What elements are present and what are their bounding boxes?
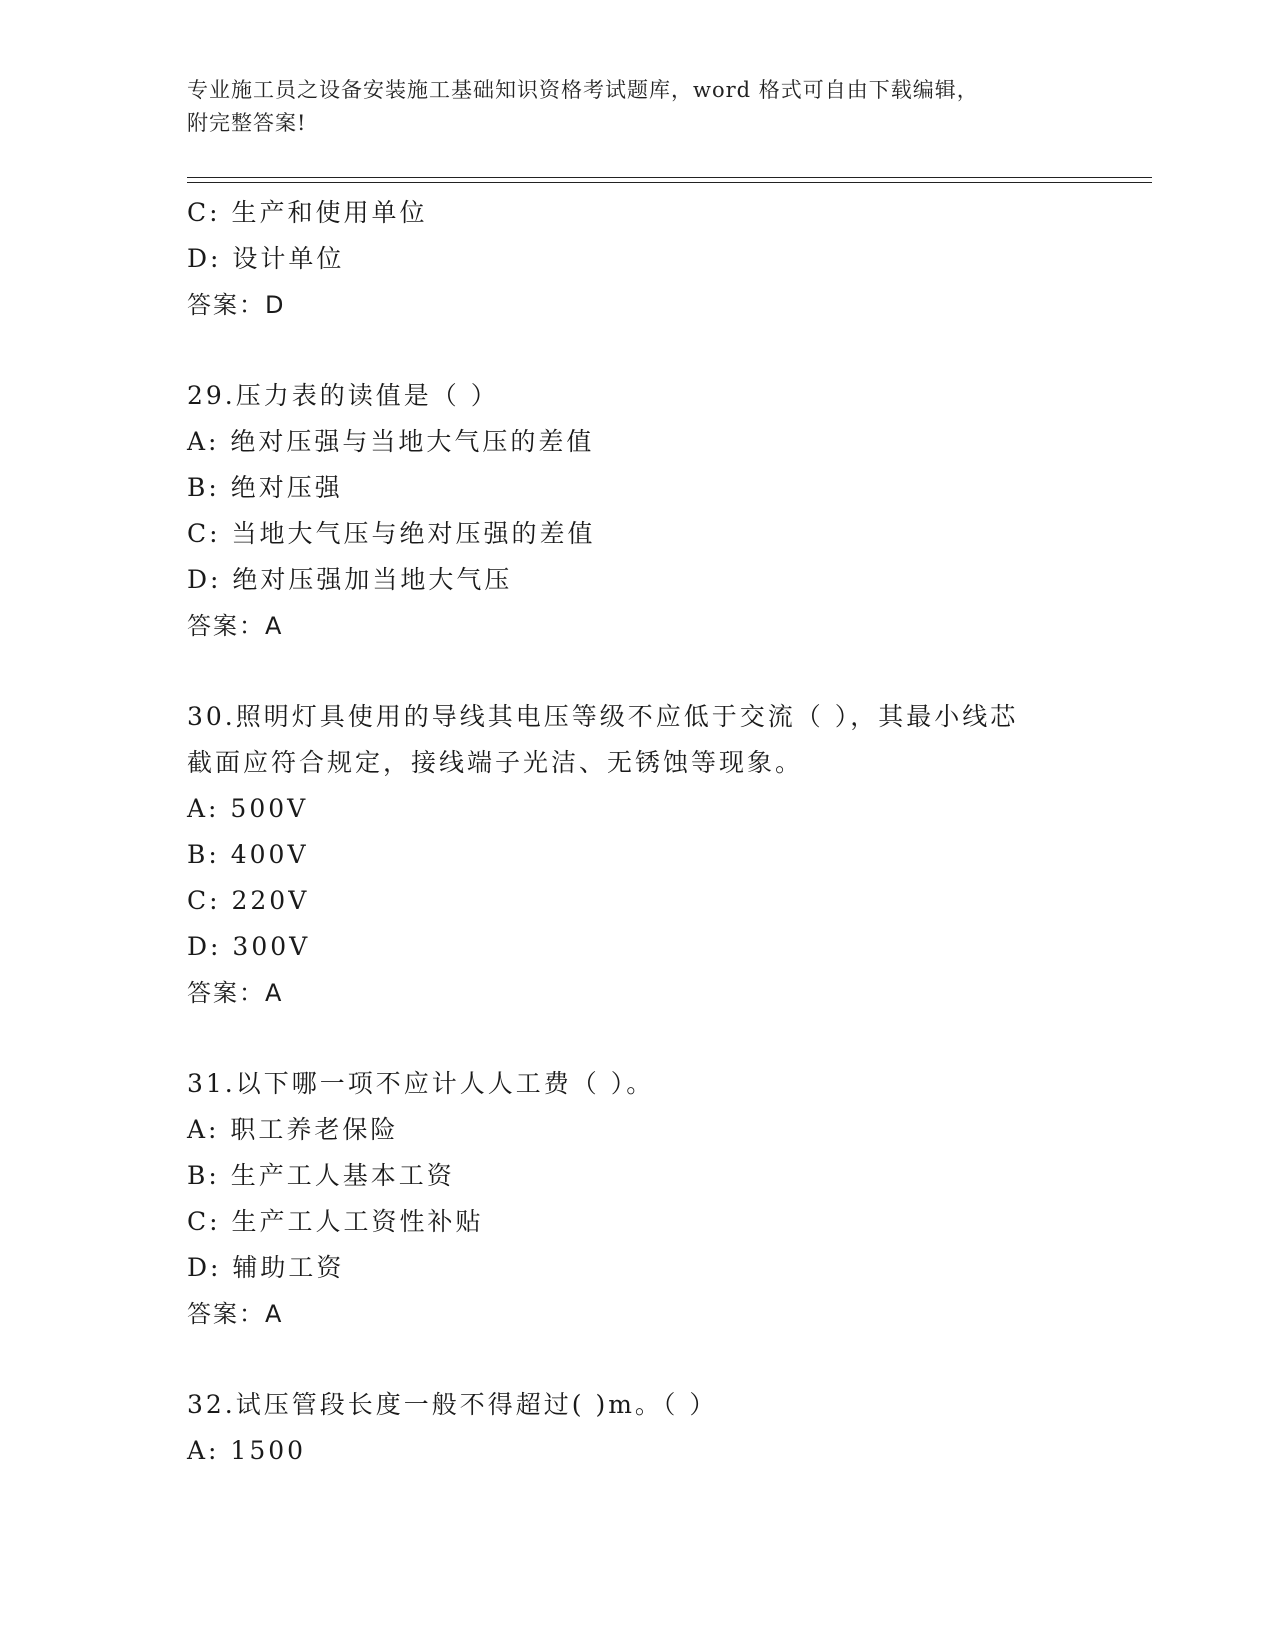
answer: 答案：A: [187, 612, 284, 640]
option-b: B: 400V: [187, 840, 309, 869]
answer: 答案：A: [187, 979, 284, 1007]
option-b: B: 生产工人基本工资: [187, 1161, 455, 1190]
question-stem: 30.照明灯具使用的导线其电压等级不应低于交流（ ），其最小线芯: [187, 702, 1019, 731]
question-list: [187, 190, 1147, 1474]
answer: 答案：D: [187, 291, 286, 319]
option-c: C: 生产和使用单位: [187, 198, 428, 227]
question-stem: 32.试压管段长度一般不得超过( )m。（ ）: [187, 1390, 718, 1419]
option-a: A: 绝对压强与当地大气压的差值: [187, 427, 595, 456]
question-stem: 29.压力表的读值是（ ）: [187, 381, 499, 410]
question-stem: 31.以下哪一项不应计人人工费（ ）。: [187, 1069, 655, 1098]
answer: 答案：A: [187, 1300, 284, 1328]
question-block: [187, 694, 1147, 1016]
question-block: [187, 1061, 1147, 1337]
spacer: [187, 1016, 1147, 1061]
header-line-1: 专业施工员之设备安装施工基础知识资格考试题库，word 格式可自由下载编辑，: [187, 78, 979, 102]
option-d: D: 绝对压强加当地大气压: [187, 565, 513, 594]
document-header: [187, 74, 1087, 140]
spacer: [187, 1337, 1147, 1382]
option-c: C: 220V: [187, 886, 310, 915]
option-d: D: 300V: [187, 932, 311, 961]
option-d: D: 设计单位: [187, 244, 345, 273]
option-a: A: 1500: [187, 1436, 307, 1465]
option-a: A: 500V: [187, 794, 309, 823]
spacer: [187, 328, 1147, 373]
option-c: C: 当地大气压与绝对压强的差值: [187, 519, 596, 548]
spacer: [187, 649, 1147, 694]
question-block: [187, 373, 1147, 649]
option-b: B: 绝对压强: [187, 473, 343, 502]
question-block: [187, 190, 1147, 328]
question-stem-continued: 截面应符合规定，接线端子光洁、无锈蚀等现象。: [187, 748, 804, 777]
option-c: C: 生产工人工资性补贴: [187, 1207, 484, 1236]
question-block: [187, 1382, 1147, 1474]
header-divider-bottom: [187, 182, 1152, 183]
header-divider-top: [187, 177, 1152, 178]
header-line-2: 附完整答案!: [187, 111, 307, 135]
option-d: D: 辅助工资: [187, 1253, 345, 1282]
option-a: A: 职工养老保险: [187, 1115, 399, 1144]
